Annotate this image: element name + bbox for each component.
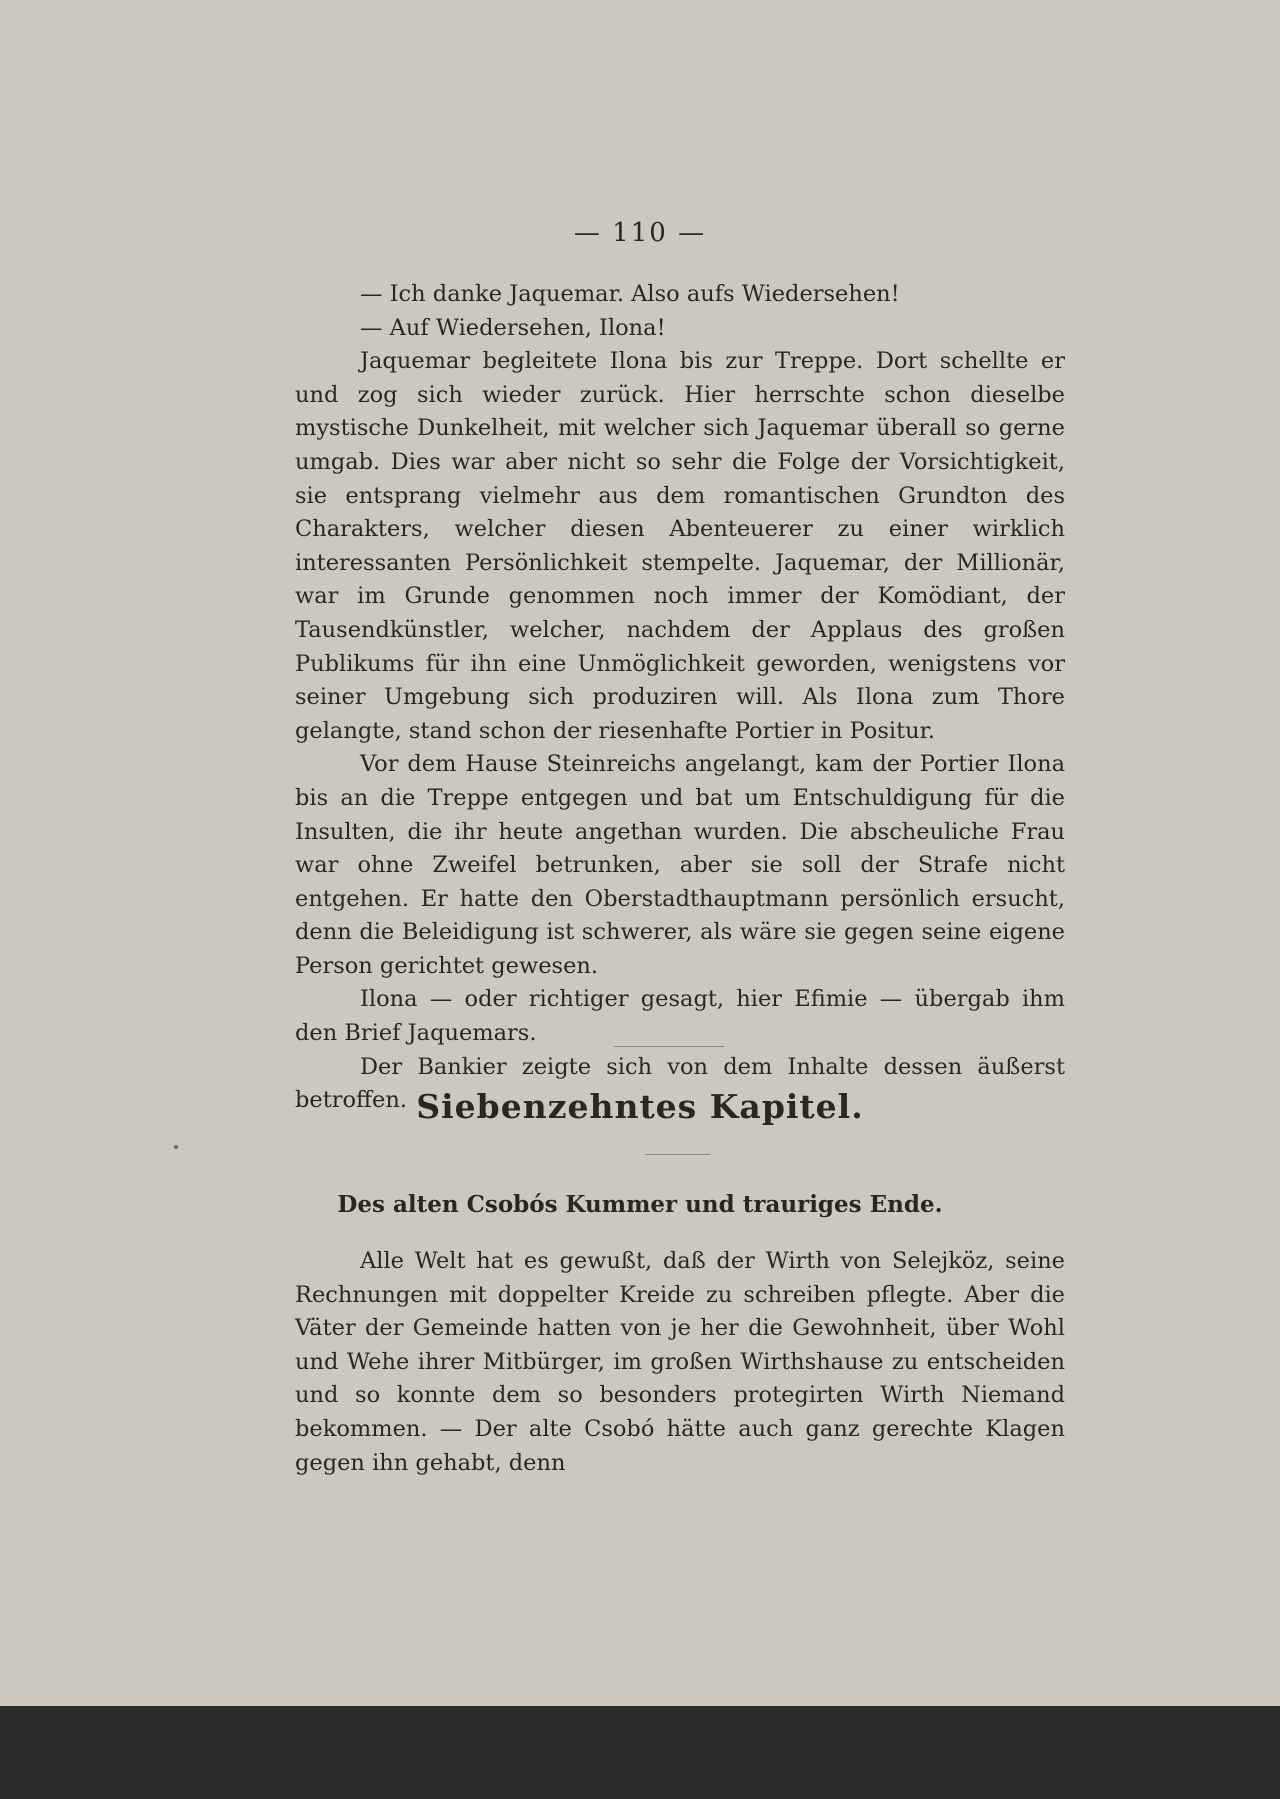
- paragraph: Vor dem Hause Steinreichs angelangt, kam der Portier Ilona bis an die Treppe entgegen und bat um Entschuldigung für die Insulten, die ihr heute angethan wurden. Die abscheuliche Frau war ohne Zweifel betrunken, aber sie soll der Strafe nicht entgehen. Er hatte den Oberstadthauptmann persönlich ersucht, denn die Beleidigung ist schwerer, als wäre sie gegen seine eigene Person gerichtet gewesen.: [295, 751, 1065, 979]
- upper-text-block: [295, 278, 1065, 1118]
- paragraph: — Ich danke Jaquemar. Also aufs Wiedersehen!: [360, 281, 900, 307]
- chapter-subtitle: Des alten Csobós Kummer und trauriges Ende.: [337, 1191, 943, 1218]
- paragraph: — Auf Wiedersehen, Ilona!: [360, 314, 666, 341]
- page-number: — 110 —: [573, 218, 707, 248]
- lower-text-block: [295, 1245, 1065, 1480]
- paragraph: Alle Welt hat es gewußt, daß der Wirth von Selejköz, seine Rechnungen mit doppelter Kreide zu schreiben pflegte. Aber die Väter der Gemeinde hatten von je her die Gewohnheit, über Wohl und Wehe ihrer Mitbürger, im großen Wirthshause zu entscheiden und so konnte dem so besonders protegirten Wirth Niemand bekommen. — Der alte Csobó hätte auch ganz gerechte Klagen gegen ihn gehabt, denn: [295, 1248, 1065, 1476]
- paragraph: Der Bankier zeigte sich von dem Inhalte dessen äußerst betroffen.: [295, 1053, 1065, 1114]
- scan-background-band: [0, 1706, 1280, 1799]
- paper-speck: [174, 1145, 178, 1149]
- paragraph: Jaquemar begleitete Ilona bis zur Treppe. Dort schellte er und zog sich wieder zurück. Hier herrschte schon dieselbe mystische Dunkelheit, mit welcher sich Jaquemar überall so gerne umgab. Dies war aber nicht so sehr die Folge der Vorsichtigkeit, sie entsprang vielmehr aus dem romantischen Grundton des Charakters, welcher diesen Abenteuerer zu einer wirklich interessanten Persönlichkeit stempelte. Jaquemar, der Millionär, war im Grunde genommen noch immer der Komödiant, der Tausendkünstler, welcher, nachdem der Applaus des großen Publikums für ihn eine Unmöglichkeit geworden, wenigstens vor seiner Umgebung sich produziren will. Als Ilona zum Thore gelangte, stand schon der riesenhafte Portier in Positur.: [295, 348, 1065, 744]
- chapter-title: Siebenzehntes Kapitel.: [416, 1087, 864, 1126]
- section-divider: [614, 1046, 724, 1047]
- paragraph: Ilona — oder richtiger gesagt, hier Efimie — übergab ihm den Brief Jaquemars.: [295, 986, 1065, 1047]
- title-divider: [645, 1154, 710, 1155]
